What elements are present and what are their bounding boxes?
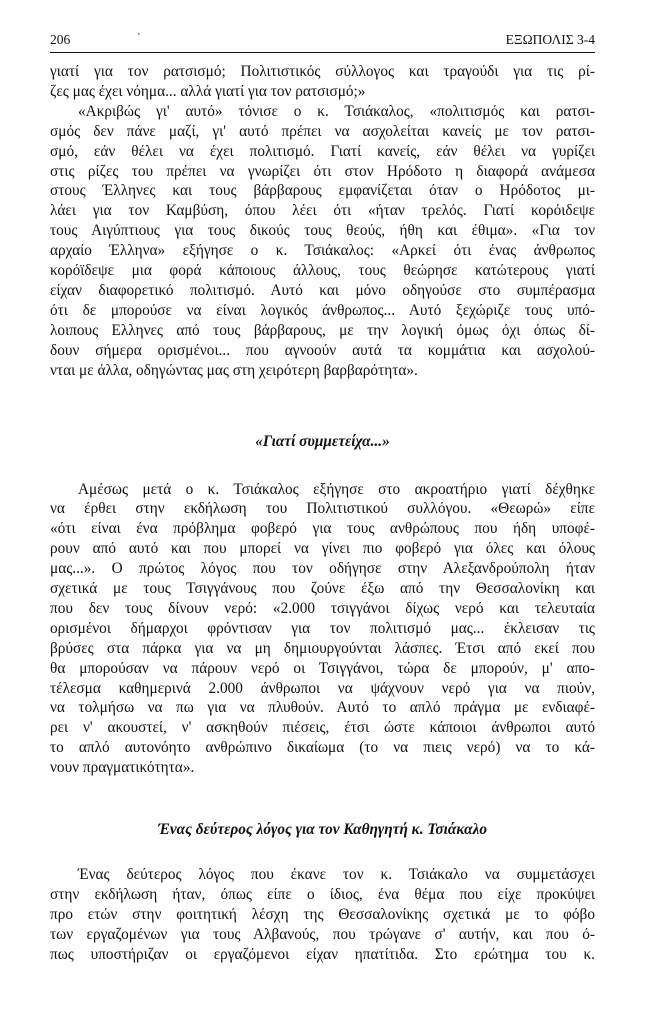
- text-line: γιατί για τον ρατσισμό; Πολιτιστικός σύλλογος και τραγούδι για τις ρί-: [50, 63, 595, 80]
- text-line: θα μπορούσαν να πάρουν νερό οι Τσιγγάνοι, τώρα δε μπορούν, μ' απο-: [50, 659, 595, 677]
- section-heading: «Γιατί συμμετείχα...»: [255, 432, 390, 450]
- text-line: να τολμήσω να πω για να πλυθούν. Αυτό το απλό πράγμα με ενδιαφέ-: [50, 699, 595, 717]
- text-line: στην εκδήλωση ήταν, όπως είπε ο ίδιος, ένα θέμα που είχε προκύψει: [50, 886, 595, 903]
- text-line: ότι δε μπορούσε να είναι λογικός άνθρωπος... Αυτό ξεχώριζε τους υπό-: [50, 301, 595, 319]
- text-line: πως υποστήριζαν οι εργαζόμενοι είχαν ηπατίτιδα. Στο ερώτημα του κ.: [50, 945, 595, 963]
- text-line: ρουν από αυτό και που μπορεί να γίνει πιο φοβερό για όλες και όλους: [50, 540, 595, 558]
- page-number: 206: [50, 32, 71, 47]
- text-line: νται με άλλα, οδηγώντας μας στη χειρότερη βαρβαρότητα».: [50, 361, 418, 379]
- text-line: μας...». Ο πρώτος λόγος που τον οδήγησε στην Αλεξανδρούπολη ήταν: [50, 560, 595, 578]
- paragraph-1: [50, 62, 595, 381]
- text-line: στις ρίζες του πρέπει να γνωρίζει ότι στον Ηρόδοτο η διαφορά ανάμεσα: [50, 162, 595, 180]
- text-line: βρύσες στα πάρκα για να μη δημιουργούνται λάσπες. Έτσι από εκεί που: [50, 639, 595, 657]
- text-line: ζες μας έχει νόημα... αλλά γιατί για τον ρατσισμό;»: [50, 82, 366, 100]
- text-line: ρει ν' ακουστεί, ν' ασκηθούν πιέσεις, έτσι ώστε κάποιοι άνθρωποι αυτό: [50, 719, 595, 737]
- text-line: αρχαίο Έλληνα» εξήγησε ο κ. Τσιάκαλος: «Αρκεί ότι ένας άνθρωπος: [50, 242, 595, 260]
- text-line: δουν σήμερα ορισμένοι... που αγνοούν αυτά τα κομμάτια και ασχολού-: [50, 341, 595, 359]
- header-mark: ': [138, 32, 140, 43]
- text-line: σχετικά με τους Τσιγγάνους που ζούνε έξω από την Θεσσαλονίκη και: [50, 580, 595, 598]
- text-line: νουν πραγματικότητα».: [50, 759, 195, 777]
- text-line: στους Έλληνες και τους βάρβαρους εμφανίζεται όταν ο Ηρόδοτος μι-: [50, 182, 595, 200]
- text-line: κορόϊδεψε μια φορά κάποιους άλλους, τους θεώρησε κατώτερους γιατί: [50, 262, 595, 280]
- text-line: τέλεσμα καθημερινά 2.000 άνθρωποι να ψάχνουν νερό για να πιούν,: [50, 679, 595, 697]
- paragraph-2: [50, 480, 595, 779]
- text-line: να έρθει στην εκδήλωση του Πολιτιστικού συλλόγου. «Θεωρώ» είπε: [50, 500, 595, 518]
- text-line: σμός δεν πάνε μαζί, γι' αυτό πρέπει να ασχολείται κανείς με τον ρατσι-: [50, 122, 595, 140]
- text-line: σμό, εάν θέλει να έχει πολιτισμό. Γιατί κανείς, εάν θέλει να γυρίζει: [50, 142, 595, 160]
- article-body: [50, 62, 595, 965]
- text-line: Αμέσως μετά ο κ. Τσιάκαλος εξήγησε στο ακροατήριο γιατί δέχθηκε: [78, 480, 595, 498]
- text-line: λοιπους Ελληνες από τους βάρβαρους, με την λογική όμως όχι όπως δί-: [50, 321, 595, 339]
- text-line: ορισμένοι δήμαρχοι φρόντισαν για τον πολιτισμό μας... έκλεισαν τις: [50, 619, 595, 637]
- text-line: των εργαζομένων για τους Αλβανούς, που τρώγανε σ' αυτήν, και που ό-: [50, 925, 595, 943]
- text-line: «ότι είναι ένα πρόβλημα φοβερό για τους ανθρώπους που ήδη υποφέ-: [50, 520, 595, 538]
- paragraph-3: [50, 865, 595, 965]
- text-line: προ ετών στην φοιτητική λέσχη της Θεσσαλονίκης σχετικά με το φόβο: [50, 905, 595, 923]
- running-header: [50, 30, 595, 53]
- text-line: λάει για τον Καμβύση, όπου λέει ότι «ήταν τρελός. Γιατί κορόιδεψε: [50, 202, 595, 220]
- journal-title: ΕΞΩΠΟΛΙΣ 3-4: [505, 32, 595, 47]
- text-line: το απλό αυτονόητο ανθρώπινο δικαίωμα (το να πιεις νερό) να το κά-: [50, 739, 595, 757]
- text-line: Ένας δεύτερος λόγος που έκανε τον κ. Τσιάκαλο να συμμετάσχει: [78, 866, 595, 884]
- text-line: «Ακριβώς γι' αυτό» τόνισε ο κ. Τσιάκαλος, «πολιτισμός και ρατσι-: [78, 102, 595, 120]
- section-heading: Ένας δεύτερος λόγος για τον Καθηγητή κ. Τσιάκαλο: [157, 821, 488, 839]
- text-line: τους Αιγύπτιους για τους δικούς τους θεούς, ήθη και έθιμα». «Για τον: [50, 222, 595, 240]
- text-line: είχαν διαφορετικό πολιτισμό. Αυτό και μόνο οδηγούσε στο συμπέρασμα: [50, 281, 595, 299]
- text-line: που δεν τους δίνουν νερό: «2.000 τσιγγάνοι δίχως νερό και τελευταία: [50, 599, 595, 617]
